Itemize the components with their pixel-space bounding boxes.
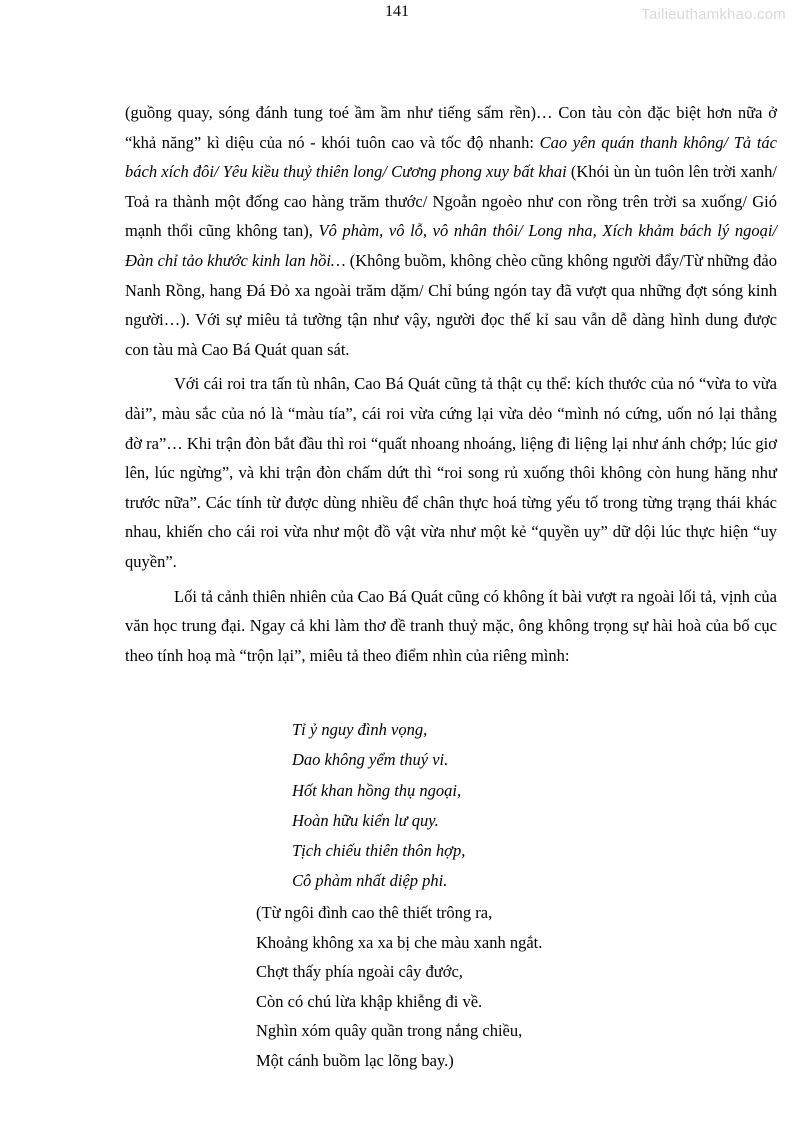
quote-run: Vô phàm, vô lỗ, vô nhân thôi/ Long nha, Xích khảm bách lý ngoại/ Đàn chỉ tảo khước kinh lan hồi…: [125, 221, 777, 270]
text-run: Lối tả cảnh thiên nhiên của Cao Bá Quát cũng có không ít bài vượt ra ngoài lối tả, vịnh của văn học trung đại. Ngay cả khi làm thơ đề tranh thuỷ mặc, ông không trọng sự hài hoà của bố cục theo tính hoạ mà “trộn lại”, miêu tả theo điểm nhìn của riêng mình:: [125, 586, 777, 665]
translation-line: (Từ ngôi đình cao thê thiết trông ra,: [256, 903, 493, 922]
translation-line: Còn có chú lừa khập khiễng đi về.: [256, 991, 483, 1011]
text-run: (Khói ùn ùn tuôn lên trời xanh/ Toả ra thành một đống cao hàng trăm thước/ Ngoằn ngoèo như con rồng trên trời sa xuống/ Gió mạnh thổi cũng không tan),: [125, 162, 777, 241]
poem-line: Hoàn hữu kiển lư quy.: [292, 810, 439, 830]
poem-original: [292, 715, 712, 897]
text-run: (guồng quay, sóng đánh tung toé ầm ầm như tiếng sấm rền)… Con tàu còn đặc biệt hơn nữa ở “khả năng” kì diệu của nó - khói tuôn cao và tốc độ nhanh:: [125, 103, 777, 152]
quote-run: Cao yên quán thanh không/ Tả tác bách xích đôi/ Yêu kiều thuỷ thiên long/ Cương phong xuy bất khai: [125, 132, 777, 182]
poem-line: Tỉ ỷ nguy đình vọng,: [292, 720, 428, 739]
translation-line: Một cánh buồm lạc lõng bay.): [256, 1050, 454, 1070]
poem-line: Dao không yểm thuý vi.: [292, 750, 449, 770]
translation-line: Chợt thấy phía ngoài cây đước,: [256, 962, 463, 982]
poem-line: Tịch chiếu thiên thôn hợp,: [292, 841, 466, 861]
paragraph-ship-description: [125, 98, 777, 364]
translation-line: Khoảng không xa xa bị che màu xanh ngắt.: [256, 932, 543, 952]
poem-line: Cô phàm nhất diệp phi.: [292, 871, 448, 891]
poem-translation: [256, 898, 696, 1076]
poem-line: Hốt khan hồng thụ ngoại,: [292, 780, 462, 800]
paragraph-landscape-intro: [125, 582, 777, 671]
watermark: Tailieuthamkhao.com: [641, 6, 786, 23]
text-run: Với cái roi tra tấn tù nhân, Cao Bá Quát cũng tả thật cụ thể: kích thước của nó “vừa to vừa dài”, màu sắc của nó là “màu tía”, cái roi vừa cứng lại vừa dẻo “mình nó cứng, uốn nó lại thẳng đờ ra”… Khi trận đòn bắt đầu thì roi “quất nhoang nhoáng, liệng đi liệng lại như ánh chớp; lúc giơ lên, lúc ngừng”, và khi trận đòn chấm dứt thì “roi song rủ xuống thôi không còn hung hăng như trước nữa”. Các tính từ được dùng nhiều để chân thực hoá từng yếu tố trong từng trạng thái khác nhau, khiến cho cái roi vừa như một đồ vật vừa như một kẻ “quyền uy” dữ dội lúc thực hiện “uy quyền”.: [125, 374, 777, 571]
body-text: [125, 98, 777, 670]
text-run: (Không buồm, không chèo cũng không người đẩy/Từ những đảo Nanh Rồng, hang Đá Đỏ xa ngoài trăm dặm/ Chỉ búng ngón tay đã vượt qua những đợt sóng kinh người…). Với sự miêu tả tường tận như vậy, người đọc thế kỉ sau vẫn dễ dàng hình dung được con tàu mà Cao Bá Quát quan sát.: [125, 250, 778, 359]
page-number: 141: [385, 3, 409, 20]
translation-line: Nghìn xóm quây quần trong nắng chiều,: [256, 1021, 523, 1041]
paragraph-whip-description: [125, 369, 777, 576]
